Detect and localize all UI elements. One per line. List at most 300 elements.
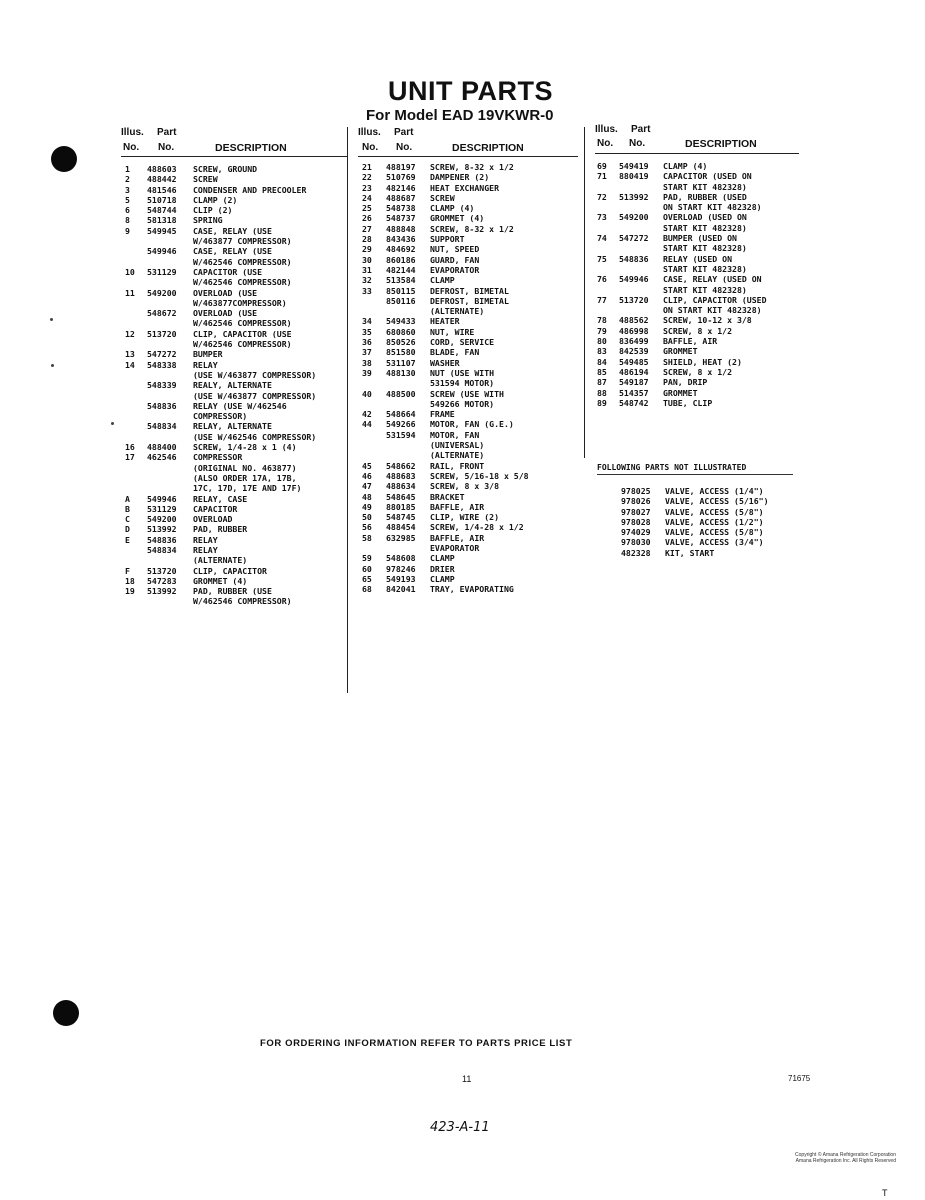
part-row: [358, 255, 578, 265]
part-description: CLAMP: [430, 553, 455, 564]
part-row: [358, 275, 578, 285]
part-row: [358, 492, 578, 502]
part-row: [121, 411, 347, 421]
part-row: [358, 512, 578, 522]
part-row: [595, 233, 799, 243]
part-number: 680860: [386, 326, 416, 337]
illus-number: 2: [125, 174, 130, 185]
binder-hole-bottom: [53, 1000, 79, 1026]
part-description: VALVE, ACCESS (5/16"): [665, 496, 769, 507]
part-row: [358, 553, 578, 563]
part-no-label: No.: [629, 138, 646, 149]
part-number: 549266: [386, 419, 416, 430]
part-number: 978028: [621, 516, 651, 527]
parts-column-3: [595, 124, 799, 408]
part-description: OVERLOAD (USE: [193, 287, 258, 298]
part-description: SCREW: [193, 174, 218, 185]
part-description: (ALTERNATE): [430, 306, 485, 317]
illus-number: 87: [597, 377, 607, 388]
part-number: 549433: [386, 316, 416, 327]
part-row: [121, 349, 347, 359]
part-description: GROMMET (4): [430, 213, 485, 224]
part-number: 978026: [621, 496, 651, 507]
part-description: CASE, RELAY (USE: [193, 246, 272, 257]
part-description: TUBE, CLIP: [663, 397, 713, 408]
part-number: 488197: [386, 162, 416, 172]
part-row: [121, 329, 347, 339]
part-description: START KIT 482328): [663, 181, 747, 192]
part-row: [121, 391, 347, 401]
part-row: [121, 195, 347, 205]
part-description: 549266 MOTOR): [430, 398, 495, 409]
illus-number: 49: [362, 501, 372, 512]
handwritten-note: 423-A-11: [430, 1120, 490, 1135]
not-illustrated-row: [595, 496, 795, 506]
illus-number: 19: [125, 586, 135, 597]
part-row: [358, 502, 578, 512]
not-illustrated-row: [595, 507, 795, 517]
part-number: 842539: [619, 346, 649, 357]
part-description: CONDENSER AND PRECOOLER: [193, 184, 307, 195]
illus-number: 12: [125, 328, 135, 339]
corner-mark: T: [882, 1188, 888, 1198]
part-label: Part: [631, 124, 651, 135]
part-row: [595, 295, 799, 305]
part-number: 978030: [621, 537, 651, 548]
illus-number: 73: [597, 212, 607, 223]
illus-number: 58: [362, 532, 372, 543]
part-row: [358, 533, 578, 543]
part-number: 548744: [147, 205, 177, 216]
illus-number: 78: [597, 315, 607, 326]
illus-number: 6: [125, 205, 130, 216]
part-row: [358, 183, 578, 193]
part-description: BAFFLE, AIR: [663, 336, 718, 347]
part-row: [121, 236, 347, 246]
part-description: START KIT 482328): [663, 284, 747, 295]
illus-number: 29: [362, 244, 372, 255]
illus-number: 39: [362, 367, 372, 378]
illus-number: 5: [125, 194, 130, 205]
part-row: [595, 398, 799, 408]
part-number: 488500: [386, 388, 416, 399]
part-description: SCREW (USE WITH: [430, 388, 504, 399]
part-description: EVAPORATOR: [430, 264, 480, 275]
part-row: [358, 378, 578, 388]
part-description: SUPPORT: [430, 234, 465, 245]
part-description: REALY, ALTERNATE: [193, 380, 272, 391]
part-description: BUMPER: [193, 349, 223, 360]
illus-number: 84: [597, 356, 607, 367]
part-number: 548662: [386, 460, 416, 471]
part-label: Part: [157, 127, 177, 138]
part-number: 482144: [386, 264, 416, 275]
part-row: [121, 555, 347, 565]
part-description: (USE W/463877 COMPRESSOR): [193, 369, 317, 380]
part-description: BRACKET: [430, 491, 465, 502]
part-description: RELAY (USE W/462546: [193, 400, 287, 411]
illus-number: 18: [125, 575, 135, 586]
part-number: 549946: [619, 274, 649, 285]
part-row: [358, 358, 578, 368]
illus-number: 60: [362, 563, 372, 574]
part-row: [121, 586, 347, 596]
illus-number: 25: [362, 203, 372, 214]
part-number: 974029: [621, 527, 651, 538]
part-description: VALVE, ACCESS (1/2"): [665, 516, 764, 527]
illus-number: 68: [362, 584, 372, 595]
part-row: [358, 327, 578, 337]
column-header: [121, 127, 347, 155]
part-row: [121, 267, 347, 277]
part-row: [595, 254, 799, 264]
part-number: 850526: [386, 337, 416, 348]
part-number: 486998: [619, 325, 649, 336]
illus-number: 40: [362, 388, 372, 399]
page-subtitle: For Model EAD 19VKWR-0: [366, 107, 554, 124]
part-description: (USE W/463877 COMPRESSOR): [193, 390, 317, 401]
header-rule: [595, 153, 799, 154]
part-description: SCREW, 1/4-28 x 1 (4): [193, 442, 297, 453]
part-row: [595, 182, 799, 192]
illus-number: 1: [125, 164, 130, 174]
part-row: [358, 522, 578, 532]
part-row: [358, 286, 578, 296]
part-description: W/462546 COMPRESSOR): [193, 277, 292, 288]
part-description: 531594 MOTOR): [430, 378, 495, 389]
part-description: COMPRESSOR): [193, 411, 248, 422]
part-row: [358, 224, 578, 234]
part-description: VALVE, ACCESS (1/4"): [665, 486, 764, 496]
part-row: [358, 162, 578, 172]
copyright-notice: [748, 1152, 896, 1164]
part-description: OVERLOAD (USE: [193, 308, 258, 319]
header-rule: [121, 156, 347, 157]
part-number: 549200: [619, 212, 649, 223]
part-number: 488400: [147, 442, 177, 453]
part-row: [121, 215, 347, 225]
part-description: CAPACITOR (USED ON: [663, 171, 752, 182]
illus-label: Illus.: [121, 127, 144, 138]
column-divider: [347, 127, 348, 693]
not-illustrated-row: [595, 517, 795, 527]
part-description: SHIELD, HEAT (2): [663, 356, 742, 367]
part-row: [358, 368, 578, 378]
page-title: UNIT PARTS: [388, 76, 553, 106]
part-description: (UNIVERSAL): [430, 440, 485, 451]
illus-number: 46: [362, 470, 372, 481]
part-number: 510769: [386, 172, 416, 183]
part-description: RELAY: [193, 359, 218, 370]
part-description: CASE, RELAY (USE: [193, 225, 272, 236]
ordering-footer: FOR ORDERING INFORMATION REFER TO PARTS PRICE LIST: [260, 1038, 573, 1049]
copyright-line-2: Amana Refrigeration Inc. All Rights Reserved: [795, 1158, 896, 1164]
copyright-line-1: Copyright © Amana Refrigeration Corporation: [795, 1152, 896, 1158]
part-description: CAPACITOR (USE: [193, 266, 263, 277]
part-number: 548737: [386, 213, 416, 224]
part-row: [595, 274, 799, 284]
part-row: [595, 223, 799, 233]
part-row: [358, 471, 578, 481]
part-row: [358, 419, 578, 429]
part-number: 514357: [619, 387, 649, 398]
part-row: [358, 440, 578, 450]
part-row: [358, 203, 578, 213]
part-row: [358, 399, 578, 409]
part-number: 488683: [386, 470, 416, 481]
illus-number: 31: [362, 264, 372, 275]
part-row: [358, 584, 578, 594]
part-description: VALVE, ACCESS (5/8"): [665, 527, 764, 538]
illus-number: 21: [362, 162, 372, 172]
part-description: (ORIGINAL NO. 463877): [193, 462, 297, 473]
part-row: [121, 596, 347, 606]
part-row: [595, 346, 799, 356]
speck: [51, 364, 54, 367]
part-number: 880185: [386, 501, 416, 512]
part-row: [595, 388, 799, 398]
part-row: [121, 164, 347, 174]
part-number: 513992: [619, 191, 649, 202]
part-number: 548645: [386, 491, 416, 502]
part-row: [595, 264, 799, 274]
illus-number: 89: [597, 397, 607, 408]
part-description: EVAPORATOR: [430, 542, 480, 553]
parts-list: [358, 162, 578, 594]
part-description: (ALSO ORDER 17A, 17B,: [193, 472, 297, 483]
part-description: SPRING: [193, 215, 223, 226]
part-number: 488603: [147, 164, 177, 174]
part-row: [121, 504, 347, 514]
part-row: [595, 161, 799, 171]
part-description: CLAMP: [430, 275, 455, 286]
part-number: 548664: [386, 409, 416, 420]
part-description: BAFFLE, AIR: [430, 501, 485, 512]
illus-number: 47: [362, 481, 372, 492]
part-number: 860186: [386, 254, 416, 265]
part-number: 488687: [386, 192, 416, 203]
part-description: KIT, START: [665, 547, 715, 558]
illus-number: 37: [362, 347, 372, 358]
illus-number: 83: [597, 346, 607, 357]
not-illustrated-row: [595, 548, 795, 558]
part-description: SCREW, GROUND: [193, 164, 258, 174]
part-description: RELAY, ALTERNATE: [193, 421, 272, 432]
illus-number: 59: [362, 553, 372, 564]
parts-list: [595, 161, 799, 408]
part-number: 510718: [147, 194, 177, 205]
part-row: [121, 205, 347, 215]
illus-number: 38: [362, 357, 372, 368]
part-number: 548836: [147, 400, 177, 411]
illus-number: 28: [362, 234, 372, 245]
part-number: 549193: [386, 573, 416, 584]
illus-number: 22: [362, 172, 372, 183]
illus-number: 75: [597, 253, 607, 264]
part-number: 842041: [386, 584, 416, 595]
part-row: [121, 535, 347, 545]
illus-label: Illus.: [358, 127, 381, 138]
part-number: 548339: [147, 380, 177, 391]
speck: [50, 318, 53, 321]
illus-number: 50: [362, 512, 372, 523]
part-number: 488848: [386, 223, 416, 234]
part-row: [358, 193, 578, 203]
part-number: 547283: [147, 575, 177, 586]
part-row: [358, 450, 578, 460]
part-description: DRIER: [430, 563, 455, 574]
part-description: (ALTERNATE): [193, 555, 248, 566]
part-number: 486194: [619, 366, 649, 377]
part-description: MOTOR, FAN (G.E.): [430, 419, 514, 430]
part-number: 513720: [619, 294, 649, 305]
part-description: NUT, WIRE: [430, 326, 475, 337]
part-description: PAD, RUBBER (USED: [663, 191, 747, 202]
parts-list: [121, 164, 347, 607]
part-description: COMPRESSOR: [193, 452, 243, 463]
part-description: RELAY: [193, 544, 218, 555]
part-number: 548834: [147, 421, 177, 432]
part-description: RELAY: [193, 534, 218, 545]
part-description: W/462546 COMPRESSOR): [193, 318, 292, 329]
part-number: 549187: [619, 377, 649, 388]
part-number: 482146: [386, 182, 416, 193]
part-number: 549485: [619, 356, 649, 367]
part-description: BUMPER (USED ON: [663, 233, 737, 244]
illus-number: 35: [362, 326, 372, 337]
part-description: ON START KIT 482328): [663, 305, 762, 316]
part-row: [595, 202, 799, 212]
part-row: [595, 357, 799, 367]
part-number: 548672: [147, 308, 177, 319]
part-description: W/462546 COMPRESSOR): [193, 256, 292, 267]
parts-column-1: [121, 127, 347, 607]
header-rule: [358, 156, 578, 157]
part-number: 851580: [386, 347, 416, 358]
illus-number: 34: [362, 316, 372, 327]
part-number: 836499: [619, 336, 649, 347]
not-illustrated-row: [595, 486, 795, 496]
speck: [111, 422, 114, 425]
part-number: 481546: [147, 184, 177, 195]
description-label: DESCRIPTION: [452, 142, 524, 154]
part-number: 548338: [147, 359, 177, 370]
illus-number: 26: [362, 213, 372, 224]
not-illustrated-rule: [597, 474, 793, 475]
part-description: CLIP, WIRE (2): [430, 512, 500, 523]
part-row: [121, 298, 347, 308]
part-row: [595, 305, 799, 315]
illus-number: 14: [125, 359, 135, 370]
part-row: [358, 574, 578, 584]
part-description: ON START KIT 482328): [663, 202, 762, 213]
part-description: W/462546 COMPRESSOR): [193, 339, 292, 350]
part-number: 549946: [147, 493, 177, 504]
illus-number: 77: [597, 294, 607, 305]
part-number: 482328: [621, 547, 651, 558]
part-number: 548742: [619, 397, 649, 408]
column-header: [595, 124, 799, 152]
part-row: [121, 318, 347, 328]
part-description: CLAMP (4): [663, 161, 708, 171]
part-number: 547272: [147, 349, 177, 360]
part-number: 850116: [386, 295, 416, 306]
part-row: [358, 564, 578, 574]
part-row: [358, 244, 578, 254]
illus-number: 79: [597, 325, 607, 336]
part-description: HEATER: [430, 316, 460, 327]
part-number: 549200: [147, 514, 177, 525]
part-description: MOTOR, FAN: [430, 429, 480, 440]
part-number: 531129: [147, 503, 177, 514]
part-description: CLAMP: [430, 573, 455, 584]
part-number: 488562: [619, 315, 649, 326]
part-number: 513720: [147, 328, 177, 339]
part-description: SCREW, 8-32 x 1/2: [430, 223, 514, 234]
part-description: BLADE, FAN: [430, 347, 480, 358]
part-description: GROMMET: [663, 387, 698, 398]
part-description: CLAMP (2): [193, 194, 238, 205]
illus-number: 72: [597, 191, 607, 202]
part-row: [595, 192, 799, 202]
part-description: SCREW, 8 x 1/2: [663, 325, 733, 336]
part-row: [121, 576, 347, 586]
part-description: RAIL, FRONT: [430, 460, 485, 471]
part-row: [595, 377, 799, 387]
part-row: [358, 213, 578, 223]
parts-column-2: [358, 127, 578, 594]
column-header: [358, 127, 578, 155]
part-description: CLIP, CAPACITOR (USED: [663, 294, 767, 305]
part-description: TRAY, EVAPORATING: [430, 584, 514, 595]
part-description: CLIP, CAPACITOR (USE: [193, 328, 292, 339]
part-number: 513992: [147, 524, 177, 535]
part-row: [358, 296, 578, 306]
part-row: [358, 306, 578, 316]
part-description: DEFROST, BIMETAL: [430, 295, 509, 306]
part-row: [121, 432, 347, 442]
part-row: [121, 514, 347, 524]
part-number: 548834: [147, 544, 177, 555]
part-number: 484692: [386, 244, 416, 255]
part-description: START KIT 482328): [663, 263, 747, 274]
part-number: 549419: [619, 161, 649, 171]
description-label: DESCRIPTION: [685, 138, 757, 150]
part-description: (USE W/462546 COMPRESSOR): [193, 431, 317, 442]
part-number: 488130: [386, 367, 416, 378]
column-divider: [584, 127, 585, 458]
part-description: WASHER: [430, 357, 460, 368]
part-number: 549946: [147, 246, 177, 257]
illus-number: 36: [362, 337, 372, 348]
part-number: 549200: [147, 287, 177, 298]
part-row: [358, 430, 578, 440]
part-description: SCREW: [430, 192, 455, 203]
part-row: [121, 339, 347, 349]
illus-number: 32: [362, 275, 372, 286]
part-row: [595, 285, 799, 295]
part-no-label: No.: [158, 142, 175, 153]
part-description: NUT, SPEED: [430, 244, 480, 255]
part-row: [595, 315, 799, 325]
part-description: CASE, RELAY (USED ON: [663, 274, 762, 285]
part-description: CAPACITOR: [193, 503, 238, 514]
part-row: [121, 226, 347, 236]
part-number: 581318: [147, 215, 177, 226]
part-row: [121, 277, 347, 287]
part-description: OVERLOAD: [193, 514, 233, 525]
part-number: 513584: [386, 275, 416, 286]
